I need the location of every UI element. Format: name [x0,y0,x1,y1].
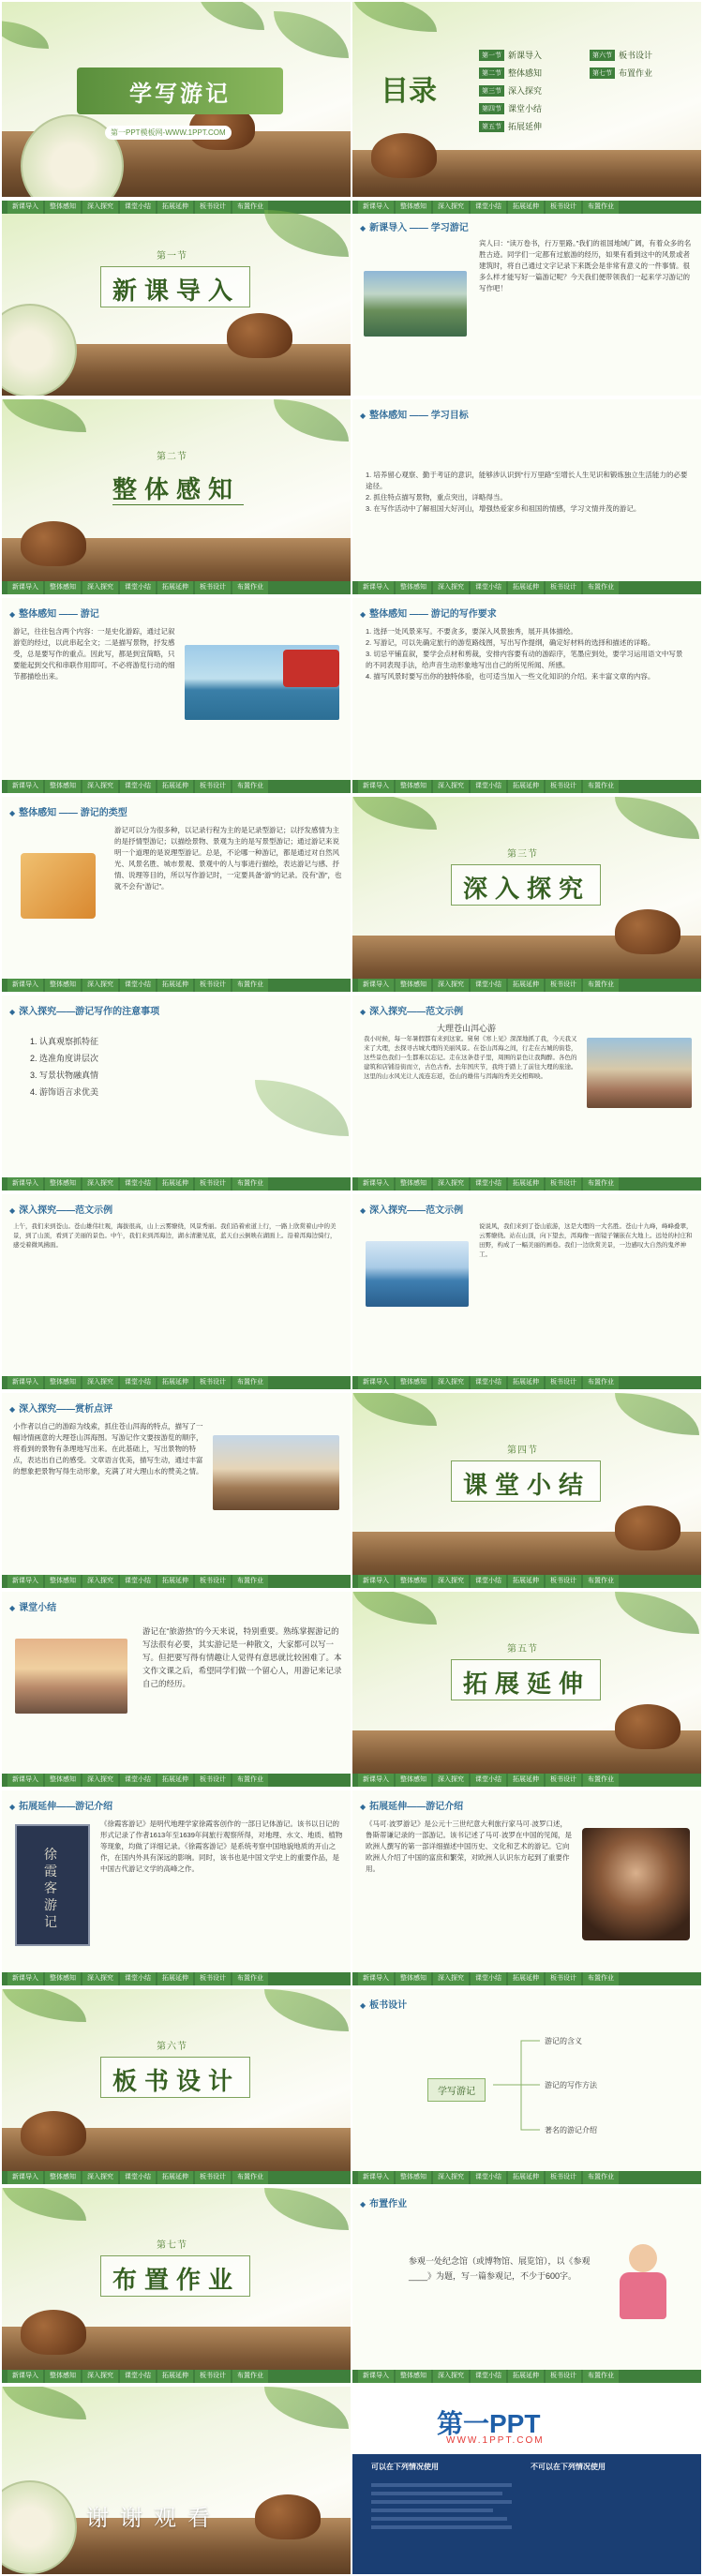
slide-goals[interactable] [352,399,701,594]
slide-heading: ◆ 拓展延伸——游记介绍 [9,1798,112,1812]
homework-text: 参观一处纪念馆（或博物馆、展览馆），以《参观____》为题，写一篇参观记，不少于600字。 [409,2256,591,2281]
attention-item: 1. 认真观察抓特征 [30,1037,99,1046]
example-subtitle: 大理苍山洱心游 [437,1024,497,1033]
teapot-icon [227,313,292,358]
top-nav: 新课导入 整体感知 深入探究 课堂小结 拓展延伸 板书设计 布置作业 [352,201,701,214]
slide-heading: ◆ 整体感知 —— 学习目标 [360,407,469,421]
requirements-list [366,626,689,682]
slide-ad[interactable] [352,2387,701,2574]
slide-youji[interactable] [2,598,351,793]
bottom-nav: 新课导入 整体感知 深入探究 课堂小结 拓展延伸 板书设计 布置作业 [352,1774,701,1787]
slide-heading: ◆ 整体感知 —— 游记的类型 [9,804,127,818]
toc-item[interactable]: 第五节 拓展延伸 [479,120,582,132]
bottom-nav: 新课导入 整体感知 深入探究 课堂小结 拓展延伸 板书设计 布置作业 [2,581,351,594]
slide-heading: ◆ 课堂小结 [9,1599,56,1613]
intro-text: 宾人曰：“读万卷书，行万里路。”我们的祖国地域广阔，有着众多的名胜古迹。同学们一定都有过旅游的经历，如果有看到这中的风景或者建筑时，将自己通过文字记录下来既会是非常有意义的一件事情。很多么样才能写好一篇游记呢？今天我们便带领我们一起来学习游记的写作吧！ [479,239,692,292]
mindmap-branch: 著名的游记介绍 [545,2126,597,2134]
bottom-nav: 新课导入 整体感知 深入探究 课堂小结 拓展延伸 板书设计 布置作业 [352,979,701,992]
ppt-url[interactable]: WWW.1PPT.COM [446,2435,545,2446]
requirement-item: 1. 选择一处风景来写。不要贪多，要深入风景独秀，展开具体描绘。 [366,627,577,636]
toc-item[interactable]: 第三节 深入探究 [479,84,582,97]
bottom-nav: 新课导入 整体感知 深入探究 课堂小结 拓展延伸 板书设计 布置作业 [2,2171,351,2184]
slide-extension-2[interactable] [352,1790,701,1985]
bottom-nav: 新课导入 整体感知 深入探究 课堂小结 拓展延伸 板书设计 布置作业 [352,581,701,594]
bottom-nav: 新课导入 整体感知 深入探究 课堂小结 拓展延伸 板书设计 布置作业 [352,1177,701,1191]
slide-intro[interactable] [352,201,701,396]
ad-lines [371,2479,690,2534]
bottom-nav: 新课导入 整体感知 深入探究 课堂小结 拓展延伸 板书设计 布置作业 [2,979,351,992]
section-number: 第五节 [507,1644,538,1655]
section-title: 整体感知 [112,476,241,504]
ext1-text: 《徐霞客游记》是明代地理学家徐霞客创作的一部日记体游记。该书以日记的形式记录了作者1613年至1639年间旅行观察所得，对地理、水文、地质、植物等现象，均做了详细记录。《徐霞客游记》是系统考察中国地貌地质的开山之作，在国内外具有深远的影响。同时，该书也是中国文学史上的重要作品，是中国古代游记文学的高峰之作。 [100,1820,343,1873]
slide-section-4[interactable] [352,1393,701,1588]
bottom-nav: 新课导入 整体感知 深入探究 课堂小结 拓展延伸 板书设计 布置作业 [2,1774,351,1787]
example-text: 说说风，我们来到了苍山旅游，这是大理的一大名胜。苍山十九峰，峰峰叠翠，云雾缭绕。站在山顶，向下望去，洱海像一面镜子镶嵌在大地上。远处的村庄和田野，构成了一幅美丽的画卷。我们一边欣赏美景，一边感叹大自然的鬼斧神工。 [479,1223,693,1258]
attention-item: 3. 写景状物融真情 [30,1071,99,1080]
cover-title: 学写游记 [129,80,231,107]
book-title: 徐霞客游记 [44,1848,57,1930]
slide-heading: ◆ 深入探究——范文示例 [360,1003,463,1017]
slide-heading: ◆ 新课导入 —— 学习游记 [360,219,469,233]
bottom-nav: 新课导入 整体感知 深入探究 课堂小结 拓展延伸 板书设计 布置作业 [352,2370,701,2383]
slide-requirements[interactable] [352,598,701,793]
requirement-item: 4. 描写风景时要写出你的独特体验，也可适当加入一些文化知识的介绍。来丰富文章的内容。 [366,672,655,681]
slide-section-1[interactable] [2,201,351,396]
slide-summary[interactable] [2,1592,351,1787]
portrait-image [582,1828,690,1940]
teapot-icon [615,909,681,954]
toc-item[interactable]: 第二节 整体感知 [479,67,582,79]
teapot-icon [21,521,86,566]
appreciate-text: 小作者以自己的游踪为线索，抓住苍山洱海的特点，描写了一幅诗情画意的大理苍山洱海图。写游记作文要按游览的顺序，将看到的景物有条理地写出来。在此基础上，写出景物的特点，表达出自己的感受。文章语言优美，描写生动，通过丰富的想象把景物写得生动形象，充满了对大理山水的赞美之情。 [13,1422,203,1475]
slide-section-7[interactable] [2,2188,351,2383]
slide-extension-1[interactable] [2,1790,351,1985]
goals-list [366,470,689,515]
slide-heading: ◆ 拓展延伸——游记介绍 [360,1798,463,1812]
bottom-nav: 新课导入 整体感知 深入探究 课堂小结 拓展延伸 板书设计 布置作业 [352,1972,701,1985]
example-text: 上午，我们来到苍山。苍山雄伟壮观，海拔很高，山上云雾缭绕，风景秀丽。我们沿着索道上行，一路上欣赏着山中的美景，到了山顶，看到了美丽的景色。中午，我们来到洱海边，湖水清澈见底，蓝天白云倒映在湖面上。沿着洱海边骑行，感受着微风拂面。 [13,1223,337,1249]
goal-item: 1. 培养留心观察、勤于考证的意识，能够涉认识到“行万里路”至增长人生见识和锻炼独立生活能力的必要途径。 [366,471,688,490]
slide-board-design[interactable] [352,1989,701,2184]
teapot-icon [21,2111,86,2156]
toc-item[interactable]: 第七节 布置作业 [590,67,693,79]
mindmap-lines [352,1989,701,2184]
slide-heading: ◆ 整体感知 —— 游记的写作要求 [360,606,497,620]
street-photo [587,1038,692,1108]
toc-heading: 目录 [381,75,437,108]
toc-item[interactable]: 第六节 板书设计 [590,49,693,61]
cover-website: 第一PPT模板网-WWW.1PPT.COM [105,126,232,140]
sunset-photo [15,1639,127,1714]
book-illustration [21,853,96,919]
bottom-nav: 新课导入 整体感知 深入探究 课堂小结 拓展延伸 板书设计 布置作业 [2,780,351,793]
girl-illustration [615,2244,671,2329]
mindmap-branch: 游记的含义 [545,2037,582,2045]
slide-section-5[interactable] [352,1592,701,1787]
ext2-text: 《马可·波罗游记》是公元十三世纪意大利旅行家马可·波罗口述，鲁斯蒂谦记录的一部游记。该书记述了马可·波罗在中国的见闻，是欧洲人撰写的第一部详细描述中国历史、文化和艺术的游记。它向欧洲人介绍了中国的富庶和繁荣，对欧洲人认识东方起到了重要作用。 [366,1820,572,1873]
section-number: 第六节 [157,2042,187,2052]
slide-heading: ◆ 深入探究——赏析点评 [9,1400,112,1415]
section-number: 第四节 [507,1445,538,1456]
lake-photo [366,1241,469,1307]
teapot-icon [615,1505,681,1550]
thanks-text: 谢谢观看 [86,2505,221,2531]
ppt-logo: 第一PPT [437,2409,541,2438]
slide-example-3[interactable] [352,1194,701,1389]
bottom-nav: 新课导入 整体感知 深入探究 课堂小结 拓展延伸 板书设计 布置作业 [2,1177,351,1191]
slide-section-6[interactable] [2,1989,351,2184]
teapot-icon [255,2494,321,2539]
section-title: 拓展延伸 [463,1670,591,1699]
train-icon [283,650,339,687]
bottom-nav: 新课导入 整体感知 深入探究 课堂小结 拓展延伸 板书设计 布置作业 [2,1575,351,1588]
slide-heading: ◆ 深入探究——游记写作的注意事项 [9,1003,159,1017]
youji-text: 游记，往往包含两个内容：一是史化游踪，通过记叙游览的经过，以此串起全文；二是描写景物，抒发感受，总是要写作的重点。因此写，都是到宜简略，只要能起到交代和串联作用即可。不必将游览行动的细节都描绘出来。 [13,627,175,681]
requirement-item: 3. 切忌平铺直叙，要学会点材和剪裁，安排内容要有动的游踪序，笔墨应到处，要学习运用语文中写景的不同表现手法，给声音生动形象地写出自己的所见所闻、所感。 [366,650,683,669]
bridge-photo [213,1435,339,1510]
slide-appreciate[interactable] [2,1393,351,1588]
toc-list [479,49,699,132]
slide-heading: ◆ 整体感知 —— 游记 [9,606,99,620]
requirement-item: 2. 写游记，可以先确定旅行的游览路线图，写出写作提纲，确定好材料的选择和描述的详略。 [366,638,655,647]
section-number: 第二节 [157,452,187,462]
toc-item[interactable]: 第一节 新课导入 [479,49,582,61]
attention-item: 2. 选准角度讲层次 [30,1054,99,1063]
mindmap-branch: 游记的写作方法 [545,2081,597,2089]
section-title: 布置作业 [112,2267,241,2295]
section-title: 板书设计 [112,2068,241,2096]
slide-example-2[interactable] [2,1194,351,1389]
attention-item: 4. 游饰语言求优美 [30,1087,99,1097]
ad-col1-title: 可以在下列情况使用 [371,2463,439,2471]
teapot-icon [21,2310,86,2355]
bottom-nav: 新课导入 整体感知 深入探究 课堂小结 拓展延伸 板书设计 布置作业 [352,1376,701,1389]
section-title: 新课导入 [112,277,241,306]
slide-toc[interactable] [352,2,701,197]
toc-item[interactable]: 第四节 课堂小结 [479,102,582,114]
section-title: 课堂小结 [463,1472,591,1500]
slide-section-3[interactable] [352,797,701,992]
bottom-nav: 新课导入 整体感知 深入探究 课堂小结 拓展延伸 板书设计 布置作业 [352,780,701,793]
goal-item: 2. 抓住特点描写景物，重点突出，详略得当。 [366,493,507,502]
teapot-icon [371,133,437,178]
section-number: 第七节 [157,2240,187,2251]
teapot-icon [615,1704,681,1749]
slide-heading: ◆ 深入探究——范文示例 [360,1202,463,1216]
bottom-nav: 新课导入 整体感知 深入探究 课堂小结 拓展延伸 板书设计 布置作业 [2,2370,351,2383]
types-text: 游记可以分为很多种，以记录行程为主的是记录型游记；以抒发感情为主的是抒情型游记；以描绘景物、景观为主的是写景型游记；通过游记来说明一个道理的是说理型游记。总是，不论哪一种游记，都是通过对自然风光、风景名胜、城市景观、景观中的人与事进行描绘，表达游记与感、抒情、说理等目的，所以写作游记时，一定要具备“游”的记录。没有“游”，也就不会有“游记”。 [114,826,342,891]
slide-attention[interactable] [2,996,351,1191]
slide-cover[interactable] [2,2,351,197]
slide-homework[interactable] [352,2188,701,2383]
bottom-nav: 新课导入 整体感知 深入探究 课堂小结 拓展延伸 板书设计 布置作业 [2,1972,351,1985]
slide-thanks[interactable] [2,2387,351,2574]
bottom-nav: 新课导入 整体感知 深入探究 课堂小结 拓展延伸 板书设计 布置作业 [352,2171,701,2184]
section-title: 深入探究 [463,876,591,904]
slide-example-1[interactable] [352,996,701,1191]
bottom-nav: 新课导入 整体感知 深入探究 课堂小结 拓展延伸 板书设计 布置作业 [352,1575,701,1588]
goal-item: 3. 在写作活动中了解祖国大好河山，增强热爱家乡和祖国的情感，学习文情并茂的游记。 [366,504,641,513]
section-number: 第三节 [507,849,538,860]
slide-heading: ◆ 布置作业 [360,2195,407,2209]
summary-text: 游记在“旅游热”的今天来说，特别重要。熟练掌握游记的写法很有必要，其实游记是一种散文，大家都可以写一写。但把要写得有情趣让人觉得有意思就比较困难了。本文作文课之后，希望同学们做一个留心人，用游记来记录自己的经历。 [142,1626,342,1688]
slide-heading: ◆ 深入探究——范文示例 [9,1202,112,1216]
slide-section-2[interactable] [2,399,351,594]
example-text: 我小时候，每一年暑假都有来到这家。舅舅《寒上见》深深地抓了我，今天我又来了大理，去探寻古城大理的美丽风景。在苍山洱海之间，行走在古城的街巷，这些景色我们一生都难以忘记。走在这条巷子里，周围的景色让我陶醉。各色的建筑和店铺沿街而立，古色古香。去年国庆节，我终于踏上了前往大理的旅途。这里的山水风光让人流连忘返，苍山的雄伟与洱海的秀美交相辉映。 [364,1036,577,1080]
slide-heading: ◆ 板书设计 [360,1997,407,2011]
mindmap-center: 学写游记 [427,2078,486,2102]
section-number: 第一节 [157,251,187,262]
ad-col2-title: 不可以在下列情况使用 [531,2463,606,2471]
slide-types[interactable] [2,797,351,992]
bottom-nav: 新课导入 整体感知 深入探究 课堂小结 拓展延伸 板书设计 布置作业 [2,1376,351,1389]
top-nav: 新课导入 整体感知 深入探究 课堂小结 拓展延伸 板书设计 布置作业 [2,201,351,214]
attention-list [30,1033,98,1101]
landscape-photo [364,271,467,337]
